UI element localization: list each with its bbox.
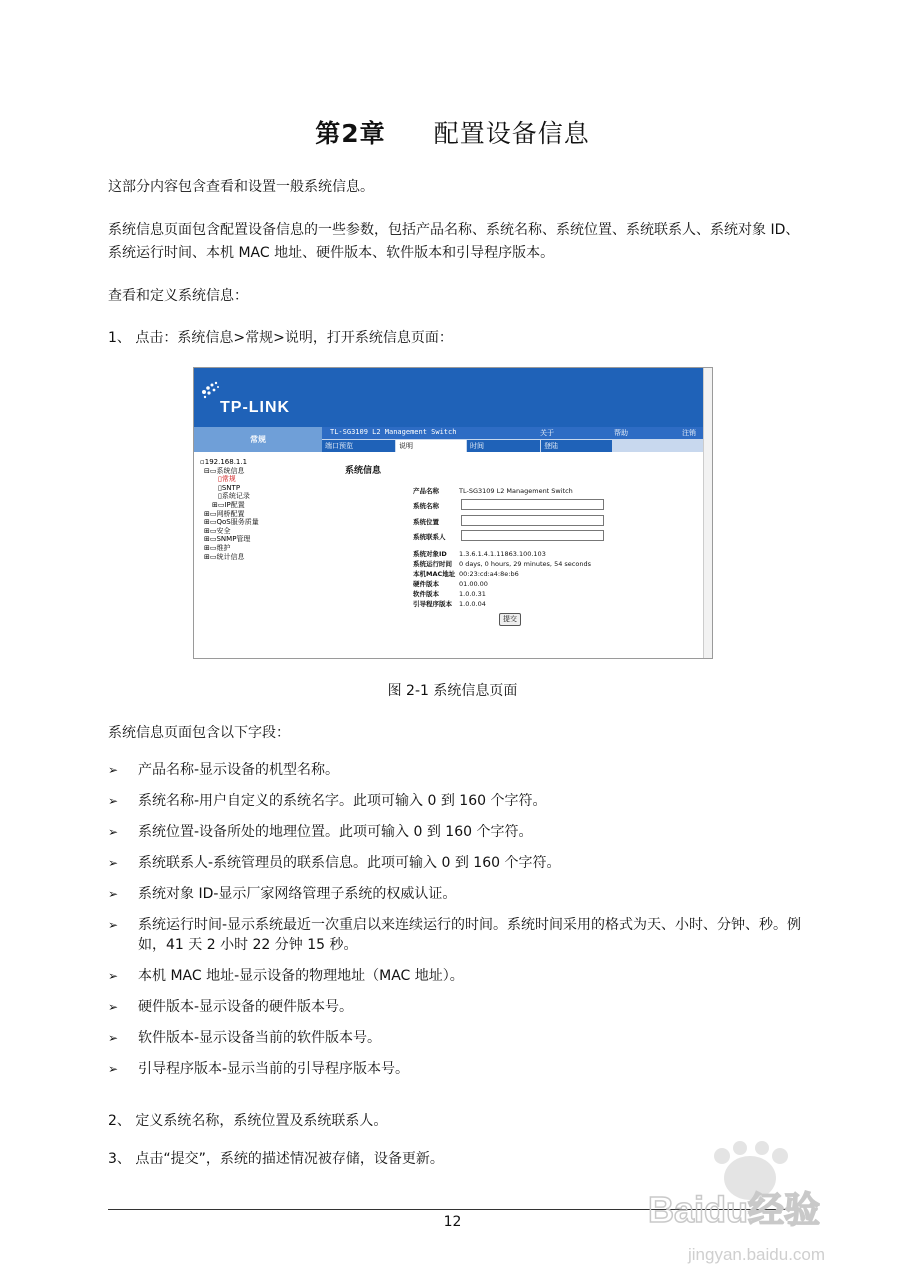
tree-item-system-info[interactable]: ⊟▭系统信息	[204, 466, 245, 475]
arrow-bullet-icon: ➢	[108, 1062, 119, 1076]
sys-contact-row: 系统联系人	[413, 533, 446, 541]
tree-item-qos[interactable]: ⊞▭QoS服务质量	[204, 518, 259, 527]
mac-row: 本机MAC地址 00:23:cd:a4:8e:b6	[413, 570, 519, 578]
tab-port-preview[interactable]: 端口预览	[322, 440, 395, 452]
tree-item-general[interactable]: ▯常规	[218, 475, 236, 484]
about-link[interactable]: 关于	[540, 429, 554, 437]
arrow-bullet-icon: ➢	[108, 763, 119, 777]
tree-item-syslog[interactable]: ▯系统记录	[218, 492, 250, 501]
tree-item-sntp[interactable]: ▯SNTP	[218, 483, 241, 492]
description-paragraph: 系统信息页面包含配置设备信息的一些参数，包括产品名称、系统名称、系统位置、系统联系人、系统对象 ID、系统运行时间、本机 MAC 地址、硬件版本、软件版本和引导程序版本。	[108, 222, 800, 261]
sw-version-row: 软件版本 1.0.0.31	[413, 590, 486, 598]
view-define-paragraph: 查看和定义系统信息：	[108, 288, 248, 304]
step-1-paragraph: 1、 点击：系统信息>常规>说明，打开系统信息页面：	[108, 330, 453, 346]
chapter-number: 第2章	[315, 119, 386, 148]
arrow-bullet-icon: ➢	[108, 887, 119, 901]
step-2-paragraph: 2、 定义系统名称，系统位置及系统联系人。	[108, 1113, 388, 1129]
oid-row: 系统对象ID 1.3.6.1.4.1.11863.100.103	[413, 550, 546, 558]
chapter-heading	[0, 114, 905, 150]
tab-login[interactable]: 登陆	[541, 440, 612, 452]
list-item: ➢ 系统联系人-系统管理员的联系信息。此项可输入 0 到 160 个字符。	[108, 855, 561, 871]
tab-time[interactable]: 时间	[467, 440, 540, 452]
list-item: ➢ 软件版本-显示设备当前的软件版本号。	[108, 1030, 382, 1046]
tree-item-security[interactable]: ⊞▭安全	[204, 526, 231, 535]
chapter-title-text: 配置设备信息	[433, 119, 590, 148]
screenshot-banner	[194, 368, 712, 427]
arrow-bullet-icon: ➢	[108, 1031, 119, 1045]
left-panel-header: 常规	[194, 427, 322, 452]
tree-item-ip-config[interactable]: ⊞▭IP配置	[212, 500, 245, 509]
product-name-row: 产品名称 TL-SG3109 L2 Management Switch	[413, 487, 573, 495]
svg-text:jingyan.baidu.com: jingyan.baidu.com	[688, 1245, 826, 1264]
content-title: 系统信息	[345, 466, 382, 476]
system-info-screenshot	[193, 367, 713, 659]
fields-intro-paragraph: 系统信息页面包含以下字段：	[108, 725, 290, 741]
intro-paragraph: 这部分内容包含查看和设置一般系统信息。	[108, 179, 374, 195]
arrow-bullet-icon: ➢	[108, 856, 119, 870]
tp-link-dots-icon	[200, 378, 222, 400]
list-item: ➢ 引导程序版本-显示当前的引导程序版本号。	[108, 1061, 410, 1077]
hw-version-row: 硬件版本 01.00.00	[413, 580, 488, 588]
boot-version-row: 引导程序版本 1.0.0.04	[413, 600, 486, 608]
navigation-tree	[200, 458, 320, 561]
list-item: ➢ 系统运行时间-显示系统最近一次重启以来连续运行的时间。系统时间采用的格式为天、小时、分钟、秒。例如，41 天 2 小时 22 分钟 15 秒。	[108, 917, 802, 953]
sys-contact-input[interactable]	[461, 530, 604, 541]
list-item: ➢ 系统位置-设备所处的地理位置。此项可输入 0 到 160 个字符。	[108, 824, 533, 840]
svg-text:Baidu经验: Baidu经验	[648, 1189, 821, 1230]
uptime-row: 系统运行时间 0 days, 0 hours, 29 minutes, 54 seconds	[413, 560, 591, 568]
help-link[interactable]: 帮助	[614, 429, 628, 437]
content-area	[322, 452, 702, 658]
sys-name-input[interactable]	[461, 499, 604, 510]
list-item: ➢ 本机 MAC 地址-显示设备的物理地址（MAC 地址）。	[108, 968, 464, 984]
tree-item-snmp[interactable]: ⊞▭SNMP管理	[204, 535, 251, 544]
field-list	[108, 760, 808, 1090]
arrow-bullet-icon: ➢	[108, 969, 119, 983]
arrow-bullet-icon: ➢	[108, 794, 119, 808]
arrow-bullet-icon: ➢	[108, 918, 119, 932]
arrow-bullet-icon: ➢	[108, 1000, 119, 1014]
list-item: ➢ 硬件版本-显示设备的硬件版本号。	[108, 999, 354, 1015]
baidu-jingyan-watermark	[640, 1140, 860, 1270]
list-item: ➢ 系统对象 ID-显示厂家网络管理子系统的权威认证。	[108, 886, 457, 902]
tp-link-logo: TP-LINK	[220, 399, 291, 416]
product-name-value: TL-SG3109 L2 Management Switch	[459, 487, 573, 495]
tree-item-bridge[interactable]: ⊞▭网桥配置	[204, 509, 245, 518]
logout-link[interactable]: 注销	[682, 429, 696, 437]
tree-item-maintenance[interactable]: ⊞▭维护	[204, 543, 231, 552]
arrow-bullet-icon: ➢	[108, 825, 119, 839]
sys-name-row: 系统名称	[413, 502, 439, 510]
tree-item-root[interactable]: ▫192.168.1.1	[200, 458, 248, 466]
page-number: 12	[443, 1214, 462, 1230]
list-item: ➢ 产品名称-显示设备的机型名称。	[108, 762, 340, 778]
device-title: TL-SG3109 L2 Management Switch	[330, 428, 457, 436]
sys-location-row: 系统位置	[413, 518, 439, 526]
top-bar	[322, 427, 712, 439]
figure-caption: 图 2-1 系统信息页面	[387, 683, 518, 699]
tree-item-statistics[interactable]: ⊞▭统计信息	[204, 552, 245, 561]
submit-button[interactable]: 提交	[499, 613, 521, 626]
screenshot-scrollbar[interactable]	[703, 368, 712, 658]
sys-location-input[interactable]	[461, 515, 604, 526]
list-item: ➢ 系统名称-用户自定义的系统名字。此项可输入 0 到 160 个字符。	[108, 793, 547, 809]
step-3-paragraph: 3、 点击“提交”，系统的描述情况被存储，设备更新。	[108, 1151, 444, 1167]
tabs-bar	[322, 439, 712, 452]
tab-description[interactable]: 说明	[396, 440, 466, 452]
